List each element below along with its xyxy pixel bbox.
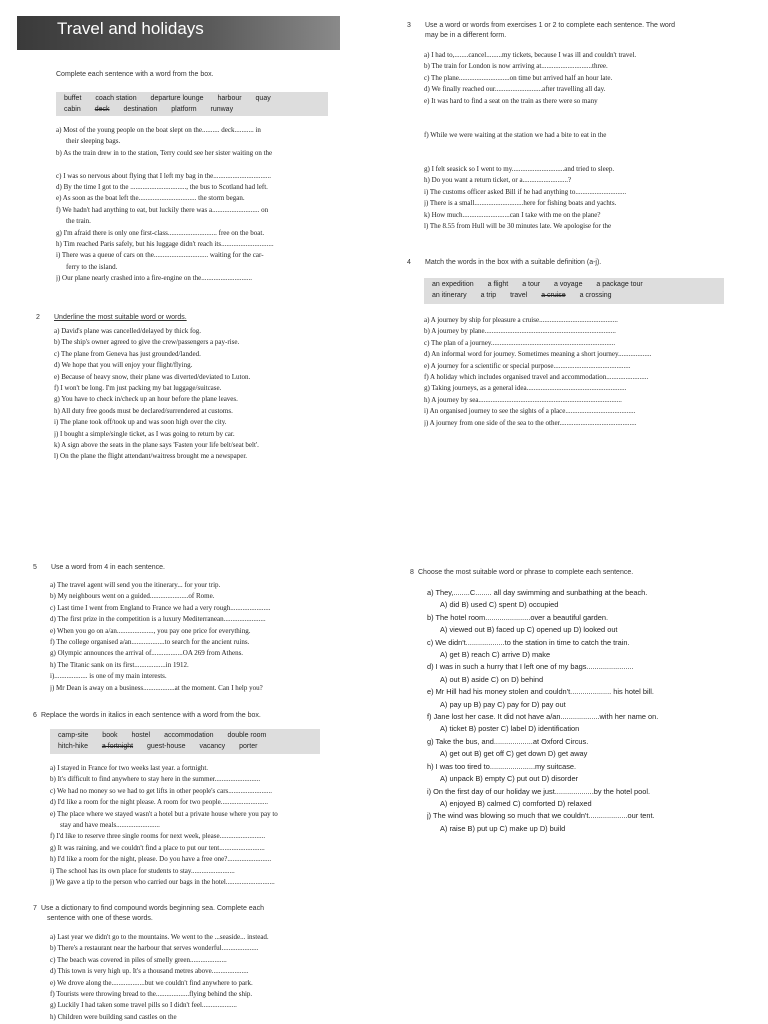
box-word: guest-house	[147, 743, 186, 750]
box-word: an expedition	[432, 281, 474, 288]
box-word: camp-site	[58, 732, 89, 739]
list-item: a) The travel agent will send you the itinerary... for your trip.	[50, 581, 221, 589]
page-title-banner	[17, 16, 340, 50]
ex2-instruction: Underline the most suitable word or words.	[54, 314, 187, 321]
list-item: i) The customs officer asked Bill if he had anything to.............................	[424, 187, 627, 196]
list-item: b) It's difficult to find anywhere to stay here in the summer..........................	[50, 775, 261, 784]
list-item: a) David's plane was cancelled/delayed by thick fog.	[54, 327, 202, 335]
box-word: quay	[255, 95, 271, 102]
ex5-number: 5	[33, 564, 37, 571]
box-word: harbour	[217, 95, 242, 102]
list-item: j) Our plane nearly crashed into a fire-engine on the.............................	[56, 274, 252, 283]
box-word: a voyage	[554, 281, 583, 288]
list-item: a) Last year we didn't go to the mountains. We went to the ...seaside... instead.	[50, 933, 269, 941]
ex7-items	[50, 932, 355, 1023]
box-word: porter	[239, 743, 258, 750]
box-word: accommodation	[164, 732, 214, 739]
box-word: a tour	[522, 281, 541, 288]
list-item: a) Most of the young people on the boat slept on the.......... deck........... in	[56, 126, 261, 134]
answer-options: A) out B) aside C) on D) behind	[440, 674, 544, 684]
list-item: e) It was hard to find a seat on the train as there were so many	[424, 96, 598, 105]
question: h) I was too tired to......................my suitcase.	[427, 761, 577, 771]
list-item: c) Last time I went from England to France we had a very rough.......................	[50, 603, 271, 612]
list-item: j) There is a small............................here for fishing boats and yachts.	[424, 199, 617, 208]
list-item: l) On the plane the flight attendant/waitress brought me a newspaper.	[54, 452, 248, 461]
list-item: f) I won't be long. I'm just packing my bat luggage/suitcase.	[54, 384, 222, 393]
box-word: a crossing	[579, 292, 612, 299]
box-word-used: a fortnight	[101, 743, 134, 750]
list-item: c) The plane.............................on time but arrived half an hour late.	[424, 73, 613, 82]
list-item: j) A journey from one side of the sea to the other............................................	[424, 418, 637, 427]
list-item: k) A sign above the seats in the plane says 'Fasten your life belt/seat belt'.	[54, 441, 259, 450]
box-word: a flight	[487, 281, 509, 288]
list-item: c) The plane from Geneva has just grounded/landed.	[54, 349, 201, 358]
list-item: h) Do you want a return ticket, or a..........................?	[424, 176, 572, 185]
list-item	[424, 118, 734, 129]
box-word-used: a cruise	[541, 292, 566, 299]
list-item: c) The beach was covered in piles of smelly green.....................	[50, 955, 227, 964]
ex1-instruction: Complete each sentence with a word from the box.	[56, 71, 214, 78]
list-item: f) A holiday which includes organised travel and accommodation........................	[424, 373, 649, 382]
box-word: double room	[227, 732, 267, 739]
list-item: h) The Titanic sank on its first..................in 1912.	[50, 660, 189, 669]
list-item: j) Mr Dean is away on a business..................at the moment. Can I help you?	[50, 683, 263, 692]
list-item: i) The plane took off/took up and was soon high over the city.	[54, 418, 227, 427]
list-item: i) An organised journey to see the sights of a place........................................	[424, 407, 636, 416]
question: b) The hotel room......................over a beautiful garden.	[427, 612, 609, 622]
exercise-6	[33, 711, 353, 721]
list-item: e) Because of heavy snow, their plane was diverted/deviated to Luton.	[54, 372, 251, 381]
exercise-5	[33, 563, 353, 573]
list-item: h) Children were building sand castles on the	[50, 1012, 177, 1021]
list-item: stay and have meals.........................	[60, 821, 160, 830]
box-word: vacancy	[199, 743, 226, 750]
box-word: a package tour	[596, 281, 643, 288]
ex3-instruction-line1: Use a word or words from exercises 1 or 2 to complete each sentence. The word	[425, 22, 676, 29]
list-item: i)................... is one of my main interests.	[50, 672, 167, 681]
list-item: their sleeping bags.	[66, 137, 121, 146]
list-item: e) A journey for a scientific or special purpose............................................	[424, 361, 631, 370]
list-item: g) Taking journeys, as a general idea.........................................................	[424, 384, 627, 393]
box-word: departure lounge	[150, 95, 204, 102]
answer-options: A) ticket B) poster C) label D) identification	[440, 724, 580, 734]
list-item: b) My neighbours went on a guided......................of Rome.	[50, 592, 215, 601]
exercise-2	[36, 313, 346, 323]
list-item	[424, 141, 734, 152]
list-item: j) We gave a tip to the person who carried our bags in the hotel............................	[50, 878, 275, 887]
list-item: h) I'd like a room for the night, please. Do you have a free one?.........................	[50, 855, 272, 864]
list-item: f) The college organised a/an...................to search for the ancient ruins.	[50, 638, 250, 647]
exercise-7	[33, 904, 353, 924]
list-item: f) We hadn't had anything to eat, but luckily there was a........................... on	[56, 205, 269, 214]
question: d) I was in such a hurry that I left one of my bags.......................	[427, 662, 634, 672]
list-item: g) Luckily I had taken some travel pills so I didn't feel....................	[50, 1001, 237, 1010]
ex4-instruction: Match the words in the box with a suitable definition (a-j).	[425, 259, 602, 266]
list-item: g) Olympic announces the arrival of..................OA 269 from Athens.	[50, 649, 244, 658]
list-item: d) An informal word for journey. Sometimes meaning a short journey...................	[424, 350, 652, 359]
box-word: platform	[171, 106, 197, 113]
answer-options: A) raise B) put up C) make up D) build	[440, 823, 566, 833]
ex2-items	[54, 326, 349, 463]
list-item: d) We hope that you will enjoy your flight/flying.	[54, 361, 193, 370]
exercise-1	[56, 70, 356, 80]
box-word: buffet	[64, 95, 82, 102]
box-word: destination	[123, 106, 158, 113]
list-item: d) I'd like a room for the night please. A room for two people...........................	[50, 798, 269, 807]
list-item: c) We had no money so we had to get lifts in other people's cars.........................	[50, 786, 272, 795]
ex6-instruction: Replace the words in italics in each sentence with a word from the box.	[41, 712, 261, 719]
question: i) On the first day of our holiday we just...................by the hotel pool.	[427, 786, 651, 796]
list-item: i) There was a queue of cars on the............................... waiting for the car-	[56, 251, 264, 260]
ex7-instruction-line1: Use a dictionary to find compound words beginning sea. Complete each	[41, 905, 264, 912]
box-word: cabin	[64, 106, 81, 113]
list-item	[424, 153, 734, 164]
exercise-4	[407, 258, 737, 268]
box-word: a trip	[480, 292, 497, 299]
list-item: e) The place where we stayed wasn't a hotel but a private house where you pay to	[50, 809, 278, 818]
list-item: g) I felt seasick so I went to my..............................and tried to sleep.	[424, 165, 615, 174]
list-item: g) I'm afraid there is only one first-class............................ free on the boat.	[56, 228, 265, 237]
list-item: j) I bought a simple/single ticket, as I was going to return by car.	[54, 429, 235, 438]
list-item: c) The plan of a journey.......................................................................	[424, 338, 616, 347]
question: f) Jane lost her case. It did not have a/an...................with her name on.	[427, 712, 659, 722]
page-title: Travel and holidays	[57, 19, 204, 38]
ex4-number: 4	[407, 259, 411, 266]
ex6-word-box	[50, 729, 320, 754]
list-item: l) The 8.55 from Hull will be 30 minutes late. We apologise for the	[424, 222, 612, 231]
list-item: f) Tourists were throwing bread to the...................flying behind the ship.	[50, 990, 253, 999]
list-item: ferry to the island.	[66, 262, 118, 271]
box-word-used: deck	[94, 106, 110, 113]
question: a) They,........C........ all day swimming and sunbathing at the beach.	[427, 588, 648, 597]
ex5-instruction: Use a word from 4 in each sentence.	[51, 564, 166, 571]
exercise-3	[407, 21, 737, 41]
list-item: h) A journey by sea..................................................................................	[424, 395, 622, 404]
list-item: f) While we were waiting at the station we had a bite to eat in the	[424, 130, 607, 139]
list-item: h) Tim reached Paris safely, but his luggage didn't reach its..............................	[56, 240, 274, 249]
list-item: b) The ship's owner agreed to give the crew/passengers a pay-rise.	[54, 338, 240, 347]
ex5-items	[50, 580, 355, 694]
question: e) Mr Hill had his money stolen and couldn't.................... his hotel bill.	[427, 687, 654, 697]
ex3-items	[424, 50, 734, 233]
ex4-word-box	[424, 278, 724, 304]
list-item: b) The train for London is now arriving at.............................three.	[424, 62, 608, 71]
list-item: e) As soon as the boat left the................................. the storm began.	[56, 194, 245, 203]
list-item: k) How much...........................can I take with me on the plane?	[424, 210, 601, 219]
question: c) We didn't...................to the station in time to catch the train.	[427, 637, 630, 647]
ex6-items	[50, 763, 355, 888]
list-item: c) I was so nervous about flying that I left my bag in the.................................	[56, 171, 272, 180]
box-word: travel	[510, 292, 528, 299]
box-word: book	[102, 732, 118, 739]
list-item: d) By the time I got to the ................................, the bus to Scotland had left.	[56, 183, 268, 192]
box-word: hostel	[131, 732, 151, 739]
ex3-instruction-line2: may be in a different form.	[425, 32, 507, 39]
ex2-number: 2	[36, 314, 40, 321]
list-item: b) There's a restaurant near the harbour that serves wonderful.....................	[50, 944, 259, 953]
ex6-number: 6	[33, 712, 37, 719]
box-word: coach station	[95, 95, 137, 102]
list-item: a) I stayed in France for two weeks last year. a fortnight.	[50, 764, 209, 772]
answer-options: A) unpack B) empty C) put out D) disorder	[440, 774, 579, 784]
box-word: hitch-hike	[58, 743, 88, 750]
list-item: a) I had to,........cancel.........my tickets, because I was ill and couldn't travel.	[424, 51, 637, 59]
list-item: a) A journey by ship for pleasure a cruise.............................................	[424, 316, 618, 324]
ex8-number: 8	[410, 569, 414, 576]
answer-options: A) enjoyed B) calmed C) comforted D) relaxed	[440, 798, 592, 808]
list-item: d) We finally reached our...........................after travelling all day.	[424, 85, 606, 94]
question: g) Take the bus, and...................at Oxford Circus.	[427, 736, 589, 746]
list-item: g) It was raining, and we couldn't find a place to put our tent..........................	[50, 843, 265, 852]
question: j) The wind was blowing so much that we couldn't...................our tent.	[427, 811, 655, 821]
ex7-number: 7	[33, 905, 37, 912]
exercise-8	[410, 568, 740, 578]
list-item	[56, 159, 346, 170]
answer-options: A) pay up B) pay C) pay for D) pay out	[440, 699, 566, 709]
list-item: d) This town is very high up. It's a thousand metres above.....................	[50, 967, 249, 976]
ex8-items	[427, 587, 747, 835]
ex1-items	[56, 125, 346, 285]
answer-options: A) get B) reach C) arrive D) make	[440, 650, 551, 660]
list-item: the train.	[66, 217, 91, 226]
list-item	[424, 107, 734, 118]
ex4-items	[424, 315, 734, 429]
ex1-word-box	[56, 92, 328, 116]
ex7-instruction-line2: sentence with one of these words.	[47, 915, 153, 922]
list-item: b) A journey by plane...........................................................................	[424, 327, 616, 336]
list-item: g) You have to check in/check up an hour before the plane leaves.	[54, 395, 238, 404]
answer-options: A) viewed out B) faced up C) opened up D) looked out	[440, 625, 618, 635]
list-item: f) I'd like to reserve three single rooms for next week, please..........................	[50, 832, 266, 841]
list-item: e) We drove along the...................but we couldn't find anywhere to park.	[50, 978, 253, 987]
answer-options: A) did B) used C) spent D) occupied	[440, 600, 559, 610]
box-word: an itinerary	[432, 292, 467, 299]
list-item: e) When you go on a/an....................., you pay one price for everything.	[50, 626, 251, 635]
list-item: h) All duty free goods must be declared/surrendered at customs.	[54, 406, 233, 415]
list-item: d) The first prize in the competition is a luxury Mediterranean........................	[50, 615, 266, 624]
answer-options: A) get out B) get off C) get down D) get away	[440, 749, 588, 759]
list-item: i) The school has its own place for students to stay.........................	[50, 866, 235, 875]
box-word: runway	[210, 106, 234, 113]
list-item: b) As the train drew in to the station, Terry could see her sister waiting on the	[56, 148, 273, 157]
ex3-number: 3	[407, 22, 411, 29]
ex8-instruction: Choose the most suitable word or phrase to complete each sentence.	[418, 569, 634, 576]
